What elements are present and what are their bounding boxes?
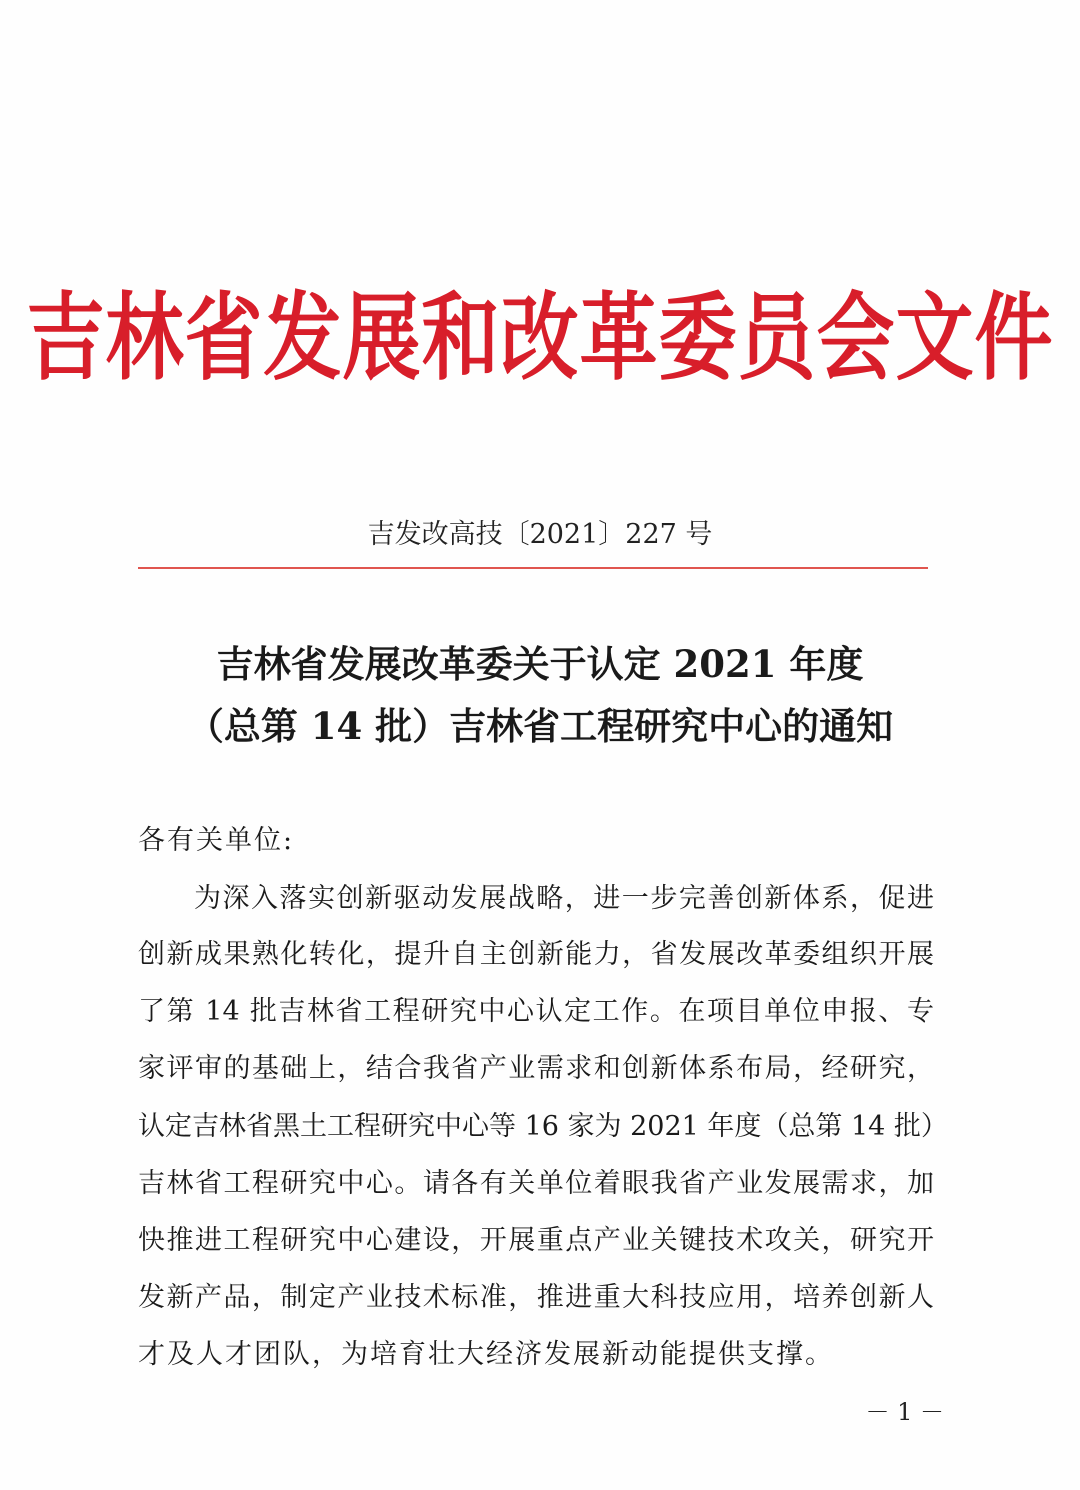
body-line: 快推进工程研究中心建设，开展重点产业关键技术攻关，研究开 [138, 1225, 934, 1256]
document-number: 吉发改高技〔2021〕227 号 [367, 519, 713, 550]
issuer-header: 吉林省发展和改革委员会文件 [26, 282, 1054, 394]
body-line: 才及人才团队，为培育壮大经济发展新动能提供支撑。 [138, 1339, 834, 1370]
body-line: 发新产品，制定产业技术标准，推进重大科技应用，培养创新人 [138, 1282, 934, 1313]
notice-title-line-2: （总第 14 批）吉林省工程研究中心的通知 [186, 704, 894, 748]
body-line: 吉林省工程研究中心。请各有关单位着眼我省产业发展需求，加 [138, 1168, 934, 1199]
body-line: 创新成果熟化转化，提升自主创新能力，省发展改革委组织开展 [138, 939, 934, 970]
body-line: 认定吉林省黑土工程研究中心等 16 家为 2021 年度（总第 14 批） [138, 1111, 948, 1142]
body-line: 家评审的基础上，结合我省产业需求和创新体系布局，经研究， [138, 1053, 934, 1084]
page-number: － 1 － [865, 1398, 944, 1426]
notice-title-line-1: 吉林省发展改革委关于认定 2021 年度 [216, 642, 864, 686]
body-line: 了第 14 批吉林省工程研究中心认定工作。在项目单位申报、专 [138, 996, 934, 1027]
body-line: 为深入落实创新驱动发展战略，进一步完善创新体系，促进 [194, 883, 934, 914]
red-divider [138, 567, 928, 569]
salutation: 各有关单位: [138, 825, 295, 856]
